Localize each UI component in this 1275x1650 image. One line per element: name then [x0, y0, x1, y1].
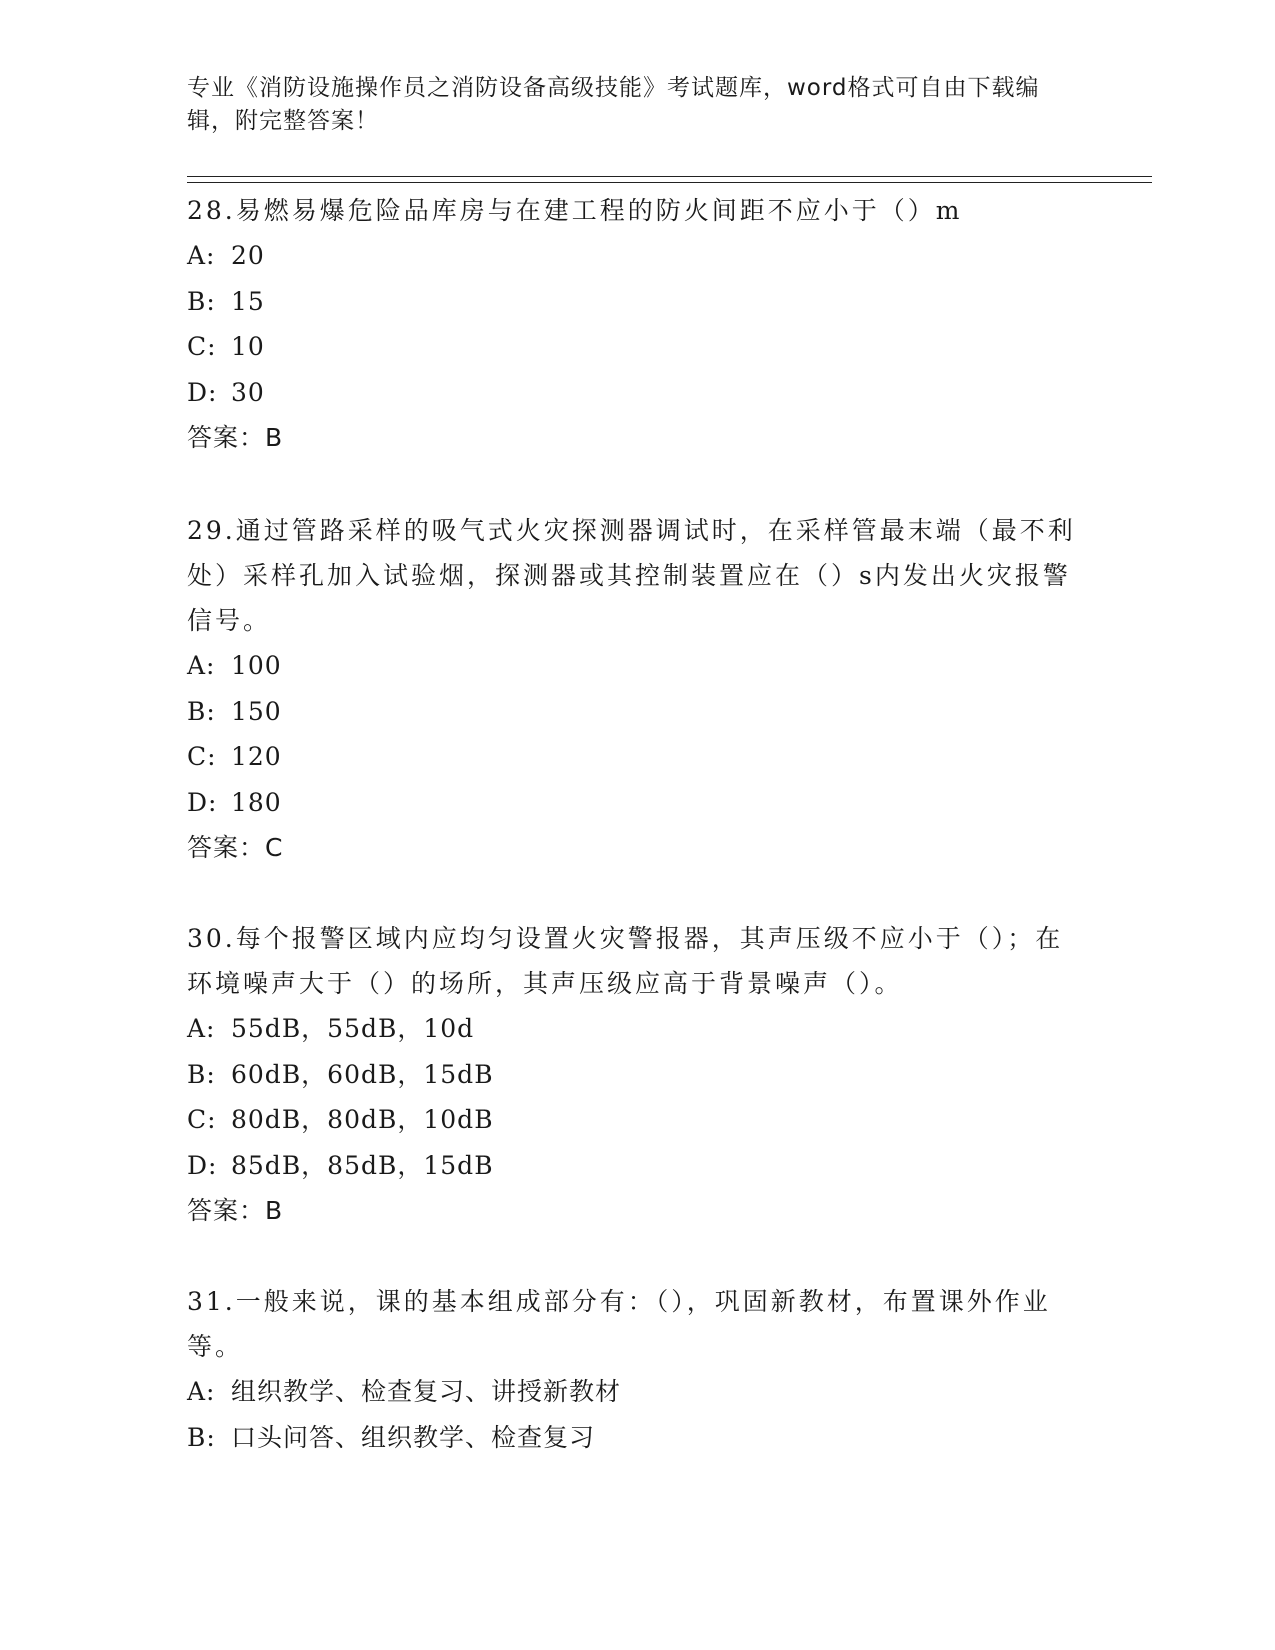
option-text: 100 [231, 651, 282, 680]
option-a [187, 1006, 1087, 1052]
header-divider-bottom [187, 182, 1152, 183]
option-text: 60dB，60dB，15dB [231, 1059, 494, 1089]
option-text: 55dB，55dB，10d [231, 1014, 475, 1043]
option-a [187, 643, 1087, 689]
option-key: B: [187, 1422, 216, 1452]
option-key: D: [187, 377, 218, 407]
option-text: 15 [231, 286, 265, 316]
question-stem: 29.通过管路采样的吸气式火灾探测器调试时，在采样管最末端（最不利处）采样孔加入试验烟，探测器或其控制装置应在（）s内发出火灾报警信号。 [187, 516, 1076, 635]
option-key: A: [187, 241, 216, 270]
question-stem: 28.易燃易爆危险品库房与在建工程的防火间距不应小于（）m [187, 196, 963, 225]
option-a [187, 1369, 1087, 1415]
option-text: 组织教学、检查复习、讲授新教材 [231, 1377, 622, 1406]
question-stem: 31.一般来说，课的基本组成部分有：（），巩固新教材，布置课外作业等。 [187, 1287, 1051, 1361]
option-text: 20 [231, 241, 265, 270]
option-text: 120 [231, 742, 282, 771]
question-28 [187, 188, 1087, 460]
option-text: 85dB，85dB，15dB [231, 1150, 494, 1180]
option-text: 180 [231, 787, 282, 817]
option-d [187, 370, 1087, 416]
option-key: D: [187, 1150, 218, 1180]
option-b [187, 689, 1087, 735]
option-text: 10 [231, 332, 265, 361]
option-text: 口头问答、组织教学、检查复习 [231, 1422, 596, 1452]
question-29 [187, 508, 1087, 870]
option-b [187, 1415, 1087, 1461]
option-text: 80dB，80dB，10dB [231, 1105, 494, 1134]
option-text: 30 [231, 377, 265, 407]
option-c [187, 1097, 1087, 1143]
option-d [187, 780, 1087, 826]
option-key: D: [187, 787, 218, 817]
option-text: 150 [231, 696, 282, 726]
question-31 [187, 1279, 1087, 1460]
document-header: 专业《消防设施操作员之消防设备高级技能》考试题库，word格式可自由下载编辑，附完整答案！ [187, 75, 1040, 134]
question-stem: 30.每个报警区域内应均匀设置火灾警报器，其声压级不应小于（）；在环境噪声大于（）的场所，其声压级应高于背景噪声（）。 [187, 924, 1064, 998]
option-key: C: [187, 742, 217, 771]
option-key: B: [187, 696, 216, 726]
option-c [187, 734, 1087, 780]
option-key: A: [187, 1014, 216, 1043]
option-key: C: [187, 1105, 217, 1134]
option-key: A: [187, 651, 216, 680]
option-a [187, 233, 1087, 279]
answer-line: 答案：C [187, 833, 284, 862]
option-key: A: [187, 1377, 216, 1406]
answer-line: 答案：B [187, 423, 284, 452]
option-key: C: [187, 332, 217, 361]
header-divider-top [187, 176, 1152, 177]
option-c [187, 324, 1087, 370]
option-b [187, 279, 1087, 325]
option-key: B: [187, 286, 216, 316]
option-b [187, 1052, 1087, 1098]
option-d [187, 1143, 1087, 1189]
question-30 [187, 916, 1087, 1233]
answer-line: 答案：B [187, 1196, 284, 1225]
option-key: B: [187, 1059, 216, 1089]
